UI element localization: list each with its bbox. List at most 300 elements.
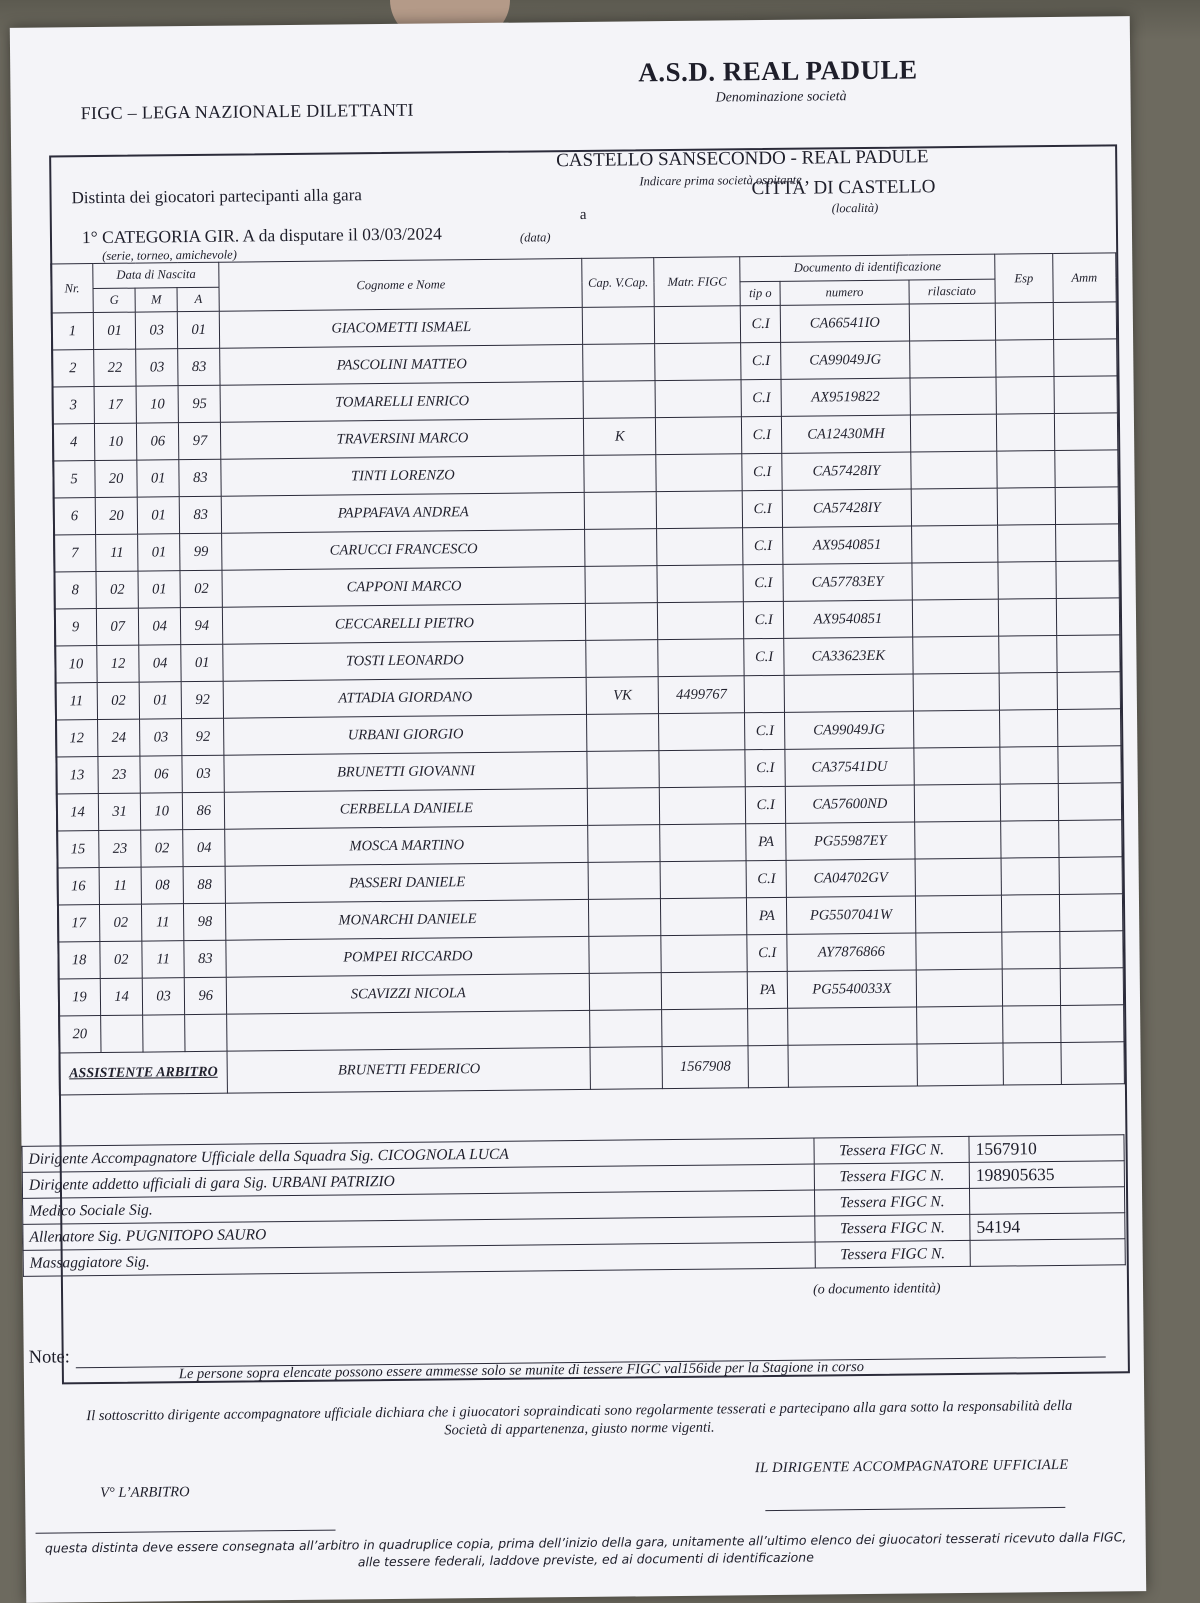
players-table: [50, 252, 1125, 1095]
cell-name: PASSERI DANIELE: [225, 862, 588, 903]
cell-dob-m: 04: [139, 645, 181, 682]
cell-dob-m: 01: [138, 534, 180, 571]
cell-doc-numero: CA12430MH: [782, 415, 911, 453]
cell-doc-tipo: PA: [747, 897, 787, 934]
cell-esp: [1001, 894, 1059, 932]
cell-dob-m: 02: [141, 830, 183, 867]
cell-doc-tipo: C.I: [740, 305, 780, 342]
cell-matr: [657, 602, 744, 640]
cell-cap: [583, 381, 655, 419]
cell-doc-tipo: C.I: [743, 564, 783, 601]
cell-esp: [997, 450, 1055, 488]
cell-dob-a: 01: [181, 644, 224, 681]
cell-esp: [997, 487, 1055, 525]
cell-nr: 16: [57, 868, 99, 905]
cell-name: MOSCA MARTINO: [225, 825, 588, 866]
header-amm: Amm: [1052, 253, 1116, 303]
cell-doc-tipo: C.I: [742, 490, 782, 527]
cell-dob-a: 98: [184, 903, 227, 940]
cell-esp: [995, 339, 1053, 377]
cell-doc-tipo: C.I: [742, 416, 782, 453]
cell-dob-m: 06: [140, 756, 182, 793]
cell-dob-a: [185, 1014, 228, 1051]
cell-doc-numero: CA57783EY: [783, 563, 912, 601]
cell-empty: [917, 1043, 1004, 1086]
category-line: 1° CATEGORIA GIR. A da disputare il 03/03/2024: [81, 223, 442, 248]
cell-doc-numero: CA04702GV: [786, 859, 915, 897]
cell-rilasciato: [909, 303, 996, 341]
footer-instructions: questa distinta deve essere consegnata all’arbitro in quadruplice copia, prima dell’inizio della gara, unitamente all’ultimo elenco dei giuocatori tesserati ricevuto dalla FIGC, alle tessere federali, laddove previste, ed ai documenti di identificazione: [44, 1529, 1127, 1570]
cell-amm: [1060, 1005, 1124, 1043]
cell-doc-numero: PG55987EY: [786, 822, 915, 860]
cell-doc-tipo: C.I: [744, 638, 784, 675]
cell-dob-a: 86: [183, 792, 226, 829]
cell-cap: [586, 603, 658, 641]
cell-dob-g: 14: [100, 978, 142, 1015]
cell-doc-tipo: C.I: [741, 379, 781, 416]
cell-cap: [586, 640, 658, 678]
cell-cap: [583, 344, 655, 382]
cell-nr: 18: [58, 942, 100, 979]
cell-doc-numero: [784, 674, 913, 712]
cell-empty: [1061, 1042, 1125, 1085]
cell-name: CECCARELLI PIETRO: [223, 603, 586, 644]
cell-cap: [590, 1047, 662, 1090]
staff-card-label: Tessera FIGC N.: [814, 1136, 969, 1164]
cell-dob-g: 02: [100, 941, 142, 978]
cell-matr: [660, 898, 747, 936]
cell-matr: [662, 1009, 749, 1047]
cell-esp: [1002, 968, 1060, 1006]
cell-nr: 17: [57, 905, 99, 942]
cell-rilasciato: [916, 969, 1003, 1007]
cell-cap: [590, 1010, 662, 1048]
cell-cap: [585, 492, 657, 530]
cell-nr: 13: [56, 757, 98, 794]
cell-rilasciato: [913, 673, 1000, 711]
cell-dob-g: 07: [96, 608, 138, 645]
cell-name: TRAVERSINI MARCO: [221, 418, 584, 459]
cell-esp: [997, 524, 1055, 562]
cell-doc-tipo: PA: [747, 971, 787, 1008]
cell-dob-g: 22: [94, 349, 136, 386]
header-dob: Data di Nascita: [93, 262, 220, 288]
cell-name: ATTADIA GIORDANO: [223, 677, 586, 718]
cell-esp: [999, 672, 1057, 710]
cell-nr: 10: [55, 646, 97, 683]
cell-matr: [655, 380, 742, 418]
cell-dob-g: 02: [96, 571, 138, 608]
staff-note: (o documento identità): [812, 1281, 941, 1298]
staff-card-label: Tessera FIGC N.: [814, 1162, 969, 1190]
staff-table: [21, 1134, 1125, 1277]
cell-dob-g: 23: [98, 756, 140, 793]
cell-doc-numero: AX9519822: [781, 378, 910, 416]
cell-nr: 4: [52, 424, 94, 461]
cell-dob-a: 83: [179, 459, 222, 496]
cell-amm: [1056, 561, 1120, 599]
header-matr: Matr. FIGC: [654, 257, 741, 307]
cell-dob-g: 31: [98, 793, 140, 830]
cell-name: BRUNETTI GIOVANNI: [224, 751, 587, 792]
club-label: Denominazione società: [715, 89, 847, 106]
cell-esp: [1000, 783, 1058, 821]
cell-empty: [1003, 1042, 1061, 1085]
cell-name: GIACOMETTI ISMAEL: [220, 307, 583, 348]
cell-matr: [658, 713, 745, 751]
cell-amm: [1060, 931, 1124, 969]
cell-cap: [585, 529, 657, 567]
cell-dob-a: 83: [178, 348, 221, 385]
cell-dob-g: 02: [97, 682, 139, 719]
cell-doc-numero: CA57428IY: [782, 489, 911, 527]
cell-dob-a: 83: [184, 940, 227, 977]
cell-esp: [996, 413, 1054, 451]
cell-doc-tipo: C.I: [744, 601, 784, 638]
cell-cap: [588, 788, 660, 826]
list-title: Distinta dei giocatori partecipanti alla gara: [71, 185, 362, 208]
staff-card-label: Tessera FIGC N.: [815, 1240, 970, 1268]
cell-dob-m: 11: [142, 904, 184, 941]
cell-matr: [656, 454, 743, 492]
category-label: (serie, torneo, amichevole): [102, 247, 237, 263]
cell-amm: [1059, 894, 1123, 932]
federation-title: FIGC – LEGA NAZIONALE DILETTANTI: [80, 99, 414, 124]
cell-nr: 2: [52, 350, 94, 387]
cell-nr: 3: [52, 387, 94, 424]
cell-doc-numero: CA33623EK: [784, 637, 913, 675]
cell-esp: [998, 561, 1056, 599]
staff-role: Massaggiatore Sig.: [23, 1242, 815, 1276]
referee-signature-line: [36, 1530, 336, 1534]
cell-matr: [660, 824, 747, 862]
staff-card-number: 198905635: [969, 1161, 1124, 1189]
match-location: CITTA’ DI CASTELLO: [751, 176, 936, 200]
cell-nr: 14: [56, 794, 98, 831]
cell-doc-numero: PG5507041W: [787, 896, 916, 934]
cell-doc-tipo: C.I: [745, 749, 785, 786]
cell-rilasciato: [913, 747, 1000, 785]
cell-amm: [1057, 709, 1121, 747]
cell-cap: [587, 751, 659, 789]
cell-amm: [1058, 746, 1122, 784]
cell-nr: 8: [54, 572, 96, 609]
header-name: Cognome e Nome: [219, 258, 583, 311]
cell-cap: [589, 936, 661, 974]
cell-cap: [588, 862, 660, 900]
cell-esp: [996, 376, 1054, 414]
assistant-label: ASSISTENTE ARBITRO: [59, 1051, 228, 1095]
cell-dob-m: 01: [137, 460, 179, 497]
cell-dob-a: 96: [184, 977, 227, 1014]
header-cap: Cap. V.Cap.: [582, 258, 654, 308]
cell-nr: 6: [53, 498, 95, 535]
staff-role: Medico Sociale Sig.: [23, 1190, 815, 1224]
cell-dob-m: 03: [142, 978, 184, 1015]
cell-dob-a: 83: [179, 496, 222, 533]
cell-rilasciato: [910, 451, 997, 489]
cell-cap: [589, 899, 661, 937]
cell-name: POMPEI RICCARDO: [226, 936, 589, 977]
cell-matr: [655, 343, 742, 381]
cell-amm: [1054, 413, 1118, 451]
cell-cap: VK: [587, 677, 659, 715]
cell-doc-tipo: C.I: [745, 712, 785, 749]
cell-dob-g: 20: [95, 497, 137, 534]
cell-dob-m: 03: [140, 719, 182, 756]
cell-amm: [1059, 857, 1123, 895]
cell-esp: [999, 635, 1057, 673]
cell-name: SCAVIZZI NICOLA: [227, 973, 590, 1014]
cell-amm: [1060, 968, 1124, 1006]
cell-dob-m: 06: [137, 423, 179, 460]
staff-card-label: Tessera FIGC N.: [815, 1214, 970, 1242]
cell-matr: [656, 491, 743, 529]
cell-rilasciato: [909, 340, 996, 378]
cell-amm: [1053, 302, 1117, 340]
cell-rilasciato: [911, 488, 998, 526]
cell-dob-g: 10: [95, 423, 137, 460]
staff-role: Dirigente addetto ufficiali di gara Sig. URBANI PATRIZIO: [22, 1164, 814, 1198]
cell-dob-a: 99: [180, 533, 223, 570]
cell-doc-tipo: C.I: [743, 527, 783, 564]
cell-dob-a: 94: [181, 607, 224, 644]
match-teams-label: Indicare prima società ospitante: [639, 172, 802, 189]
cell-matr: [660, 861, 747, 899]
cell-empty: [788, 1044, 917, 1087]
cell-rilasciato: [914, 784, 1001, 822]
match-sheet: [10, 16, 1146, 1603]
cell-cap: [585, 566, 657, 604]
staff-role: Dirigente Accompagnatore Ufficiale della Squadra Sig. CICOGNOLA LUCA: [22, 1138, 814, 1172]
cell-dob-m: 03: [136, 349, 178, 386]
cell-matr: [657, 528, 744, 566]
cell-matr: [658, 639, 745, 677]
cell-nr: 11: [55, 683, 97, 720]
official-signature-label: IL DIRIGENTE ACCOMPAGNATORE UFFICIALE: [754, 1456, 1069, 1477]
cell-dob-g: 23: [99, 830, 141, 867]
cell-nr: 1: [51, 313, 93, 350]
cell-esp: [998, 598, 1056, 636]
notes-text: Le persone sopra elencate possono essere ammesse solo se munite di tessere FIGC val156ide per la Stagione in corso: [178, 1359, 865, 1383]
notes-label: Note:: [28, 1347, 70, 1368]
cell-rilasciato: [915, 895, 1002, 933]
cell-dob-a: 95: [178, 385, 221, 422]
cell-amm: [1056, 635, 1120, 673]
cell-rilasciato: [911, 525, 998, 563]
cell-doc-numero: [788, 1007, 917, 1045]
cell-matr: [659, 750, 746, 788]
header-m: M: [135, 287, 177, 312]
cell-dob-a: 03: [182, 755, 225, 792]
header-numero: numero: [780, 280, 909, 306]
cell-dob-g: [101, 1015, 143, 1052]
cell-doc-numero: AX9540851: [783, 526, 912, 564]
cell-dob-g: 17: [94, 386, 136, 423]
cell-amm: [1055, 450, 1119, 488]
cell-doc-numero: PG5540033X: [787, 970, 916, 1008]
header-rilasciato: rilasciato: [909, 279, 996, 304]
cell-name: CAPPONI MARCO: [222, 566, 585, 607]
cell-rilasciato: [916, 1006, 1003, 1044]
cell-dob-g: 11: [99, 867, 141, 904]
header-nr: Nr.: [51, 264, 94, 313]
cell-name: CARUCCI FRANCESCO: [222, 529, 585, 570]
cell-matr: [661, 972, 748, 1010]
cell-matr: [661, 935, 748, 973]
cell-nr: 20: [59, 1016, 101, 1053]
cell-name: PASCOLINI MATTEO: [220, 344, 583, 385]
cell-doc-tipo: PA: [746, 823, 786, 860]
cell-nr: 7: [54, 535, 96, 572]
cell-dob-m: 10: [136, 386, 178, 423]
staff-card-number: [969, 1187, 1124, 1215]
cell-rilasciato: [912, 562, 999, 600]
cell-esp: [999, 709, 1057, 747]
cell-matr: [654, 306, 741, 344]
cell-dob-a: 92: [182, 718, 225, 755]
cell-doc-numero: CA99049JG: [781, 341, 910, 379]
declaration: Il sottoscritto dirigente accompagnatore ufficiale dichiara che i giuocatori sopraindicati sono regolarmente tesserati e partecipano alla gara sotto la responsabilità della Società di appartenenza, giusto norme vigenti.: [86, 1397, 1073, 1439]
header-a: A: [177, 287, 219, 312]
a-letter: a: [579, 206, 587, 223]
cell-rilasciato: [912, 636, 999, 674]
cell-doc-tipo: [744, 675, 784, 712]
cell-doc-numero: CA37541DU: [785, 748, 914, 786]
cell-dob-m: 01: [138, 571, 180, 608]
cell-nr: 9: [54, 609, 96, 646]
staff-card-label: Tessera FIGC N.: [814, 1188, 969, 1216]
cell-cap: [584, 455, 656, 493]
cell-doc-tipo: C.I: [742, 453, 782, 490]
staff-role: Allenatore Sig. PUGNITOPO SAURO: [23, 1216, 815, 1250]
cell-cap: [583, 307, 655, 345]
cell-rilasciato: [910, 377, 997, 415]
cell-rilasciato: [910, 414, 997, 452]
cell-doc-numero: AX9540851: [784, 600, 913, 638]
cell-dob-m: 08: [141, 867, 183, 904]
cell-name: [227, 1010, 590, 1051]
cell-name: CERBELLA DANIELE: [225, 788, 588, 829]
cell-esp: [1002, 1005, 1060, 1043]
staff-card-number: 54194: [970, 1213, 1125, 1241]
assistant-matr: 1567908: [662, 1046, 749, 1089]
cell-dob-m: 01: [137, 497, 179, 534]
cell-dob-m: 11: [142, 941, 184, 978]
cell-doc-tipo: [748, 1008, 788, 1045]
cell-doc-tipo: C.I: [741, 342, 781, 379]
cell-doc-tipo: C.I: [747, 934, 787, 971]
header-g: G: [93, 288, 135, 313]
cell-dob-m: 03: [135, 312, 177, 349]
cell-doc-numero: AY7876866: [787, 933, 916, 971]
cell-esp: [1001, 857, 1059, 895]
cell-amm: [1054, 376, 1118, 414]
cell-esp: [1002, 931, 1060, 969]
club-name: A.S.D. REAL PADULE: [638, 54, 918, 88]
cell-name: MONARCHI DANIELE: [226, 899, 589, 940]
cell-doc-numero: CA99049JG: [785, 711, 914, 749]
cell-esp: [995, 302, 1053, 340]
cell-dob-a: 02: [180, 570, 223, 607]
cell-matr: [657, 565, 744, 603]
cell-amm: [1055, 487, 1119, 525]
cell-empty: [748, 1045, 788, 1087]
cell-matr: [659, 787, 746, 825]
cell-cap: [590, 973, 662, 1011]
cell-name: TINTI LORENZO: [221, 455, 584, 496]
cell-name: TOSTI LEONARDO: [223, 640, 586, 681]
cell-amm: [1058, 820, 1122, 858]
match-teams: CASTELLO SANSECONDO - REAL PADULE: [556, 146, 929, 172]
cell-matr: 4499767: [658, 676, 745, 714]
cell-doc-numero: CA57600ND: [785, 785, 914, 823]
cell-doc-tipo: C.I: [746, 786, 786, 823]
cell-name: PAPPAFAVA ANDREA: [222, 492, 585, 533]
cell-matr: [655, 417, 742, 455]
cell-cap: K: [584, 418, 656, 456]
cell-dob-a: 92: [181, 681, 224, 718]
cell-dob-a: 97: [179, 422, 222, 459]
official-signature-line: [765, 1507, 1065, 1511]
cell-dob-m: [143, 1015, 185, 1052]
cell-cap: [587, 714, 659, 752]
cell-nr: 12: [56, 720, 98, 757]
cell-amm: [1055, 524, 1119, 562]
cell-dob-g: 12: [97, 645, 139, 682]
cell-rilasciato: [912, 599, 999, 637]
cell-doc-numero: CA57428IY: [782, 452, 911, 490]
cell-cap: [588, 825, 660, 863]
cell-dob-m: 04: [139, 608, 181, 645]
cell-dob-m: 01: [139, 682, 181, 719]
cell-rilasciato: [915, 858, 1002, 896]
cell-name: URBANI GIORGIO: [224, 714, 587, 755]
referee-signature-label: V° L’ARBITRO: [100, 1484, 190, 1502]
cell-rilasciato: [915, 932, 1002, 970]
staff-card-number: [970, 1239, 1125, 1267]
cell-dob-a: 01: [177, 311, 220, 348]
cell-nr: 5: [53, 461, 95, 498]
header-tipo: tip o: [740, 281, 780, 306]
cell-doc-numero: CA66541IO: [780, 304, 909, 342]
cell-nr: 19: [58, 979, 100, 1016]
cell-dob-m: 10: [140, 793, 182, 830]
cell-amm: [1053, 339, 1117, 377]
cell-amm: [1057, 672, 1121, 710]
cell-esp: [1001, 820, 1059, 858]
cell-nr: 15: [57, 831, 99, 868]
staff-card-number: 1567910: [969, 1135, 1124, 1163]
cell-dob-g: 20: [95, 460, 137, 497]
date-label: (data): [519, 230, 551, 245]
match-location-label: (località): [831, 200, 879, 216]
cell-dob-g: 02: [100, 904, 142, 941]
header-esp: Esp: [995, 254, 1053, 304]
cell-rilasciato: [914, 821, 1001, 859]
cell-dob-g: 11: [96, 534, 138, 571]
cell-amm: [1058, 783, 1122, 821]
cell-rilasciato: [913, 710, 1000, 748]
cell-dob-g: 01: [93, 312, 135, 349]
cell-name: TOMARELLI ENRICO: [220, 381, 583, 422]
cell-dob-a: 04: [183, 829, 226, 866]
cell-doc-tipo: C.I: [746, 860, 786, 897]
cell-dob-a: 88: [183, 866, 226, 903]
cell-dob-g: 24: [98, 719, 140, 756]
cell-amm: [1056, 598, 1120, 636]
assistant-name: BRUNETTI FEDERICO: [227, 1047, 590, 1093]
